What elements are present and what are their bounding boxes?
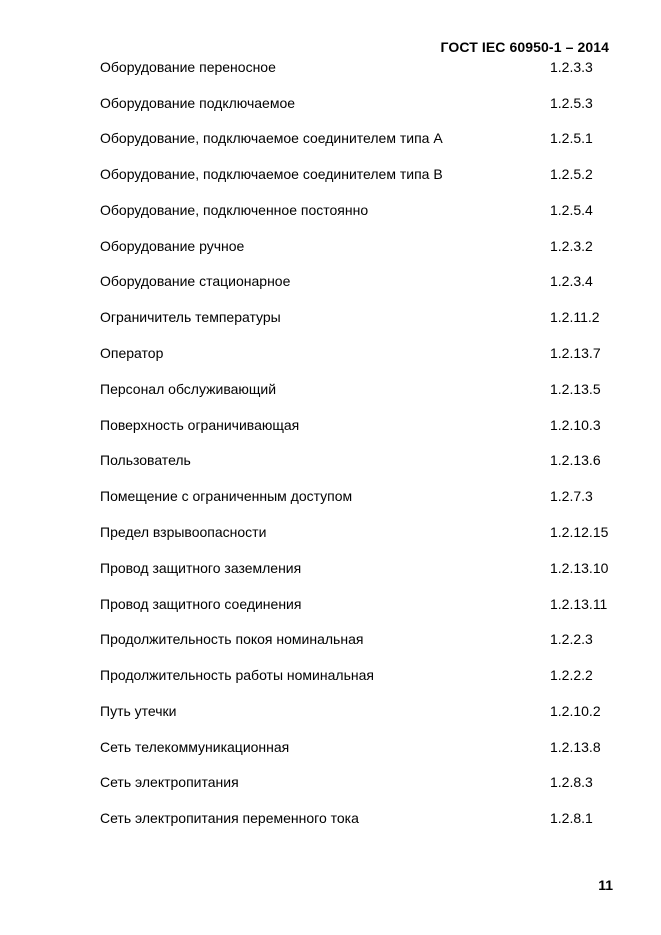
index-entry [0, 594, 661, 614]
index-entry [0, 629, 661, 649]
entry-term: Пользователь [100, 452, 191, 468]
entry-term: Персонал обслуживающий [100, 381, 277, 397]
index-entry [0, 558, 661, 578]
entry-reference: 1.2.13.5 [550, 381, 601, 397]
entry-term: Помещение с ограниченным доступом [100, 488, 353, 504]
entry-term: Сеть электропитания переменного тока [100, 810, 359, 826]
entry-term: Провод защитного соединения [100, 596, 302, 612]
index-entry [0, 415, 661, 435]
entry-term: Ограничитель температуры [100, 309, 281, 325]
index-entry [0, 93, 661, 113]
entry-term: Оборудование ручное [100, 238, 245, 254]
entry-term: Сеть телекоммуникационная [100, 739, 290, 755]
entry-reference: 1.2.2.3 [550, 631, 593, 647]
index-entry [0, 486, 661, 506]
entry-reference: 1.2.3.2 [550, 238, 593, 254]
entry-reference: 1.2.13.6 [550, 452, 601, 468]
entry-reference: 1.2.5.1 [550, 130, 593, 146]
entry-reference: 1.2.11.2 [550, 309, 600, 325]
entry-term: Путь утечки [100, 703, 177, 719]
entry-reference: 1.2.2.2 [550, 667, 593, 683]
index-entry [0, 200, 661, 220]
page-number: 11 [598, 877, 613, 893]
entry-term: Оборудование подключаемое [100, 95, 296, 111]
entry-reference: 1.2.7.3 [550, 488, 593, 504]
index-entry [0, 236, 661, 256]
entry-reference: 1.2.5.2 [550, 166, 593, 182]
entry-term: Оборудование, подключаемое соединителем типа А [100, 130, 443, 146]
index-entry [0, 343, 661, 363]
index-entry [0, 271, 661, 291]
entry-term: Оборудование стационарное [100, 273, 291, 289]
entry-term: Продолжительность покоя номинальная [100, 631, 364, 647]
entry-reference: 1.2.13.11 [550, 596, 608, 612]
entry-term: Провод защитного заземления [100, 560, 302, 576]
index-entry [0, 164, 661, 184]
entry-reference: 1.2.13.10 [550, 560, 609, 576]
entry-reference: 1.2.10.2 [550, 703, 601, 719]
index-entry [0, 772, 661, 792]
entry-reference: 1.2.3.3 [550, 59, 593, 75]
index-entry [0, 128, 661, 148]
entry-term: Оператор [100, 345, 164, 361]
entry-term: Предел взрывоопасности [100, 524, 267, 540]
entry-term: Поверхность ограничивающая [100, 417, 300, 433]
entry-term: Продолжительность работы номинальная [100, 667, 374, 683]
index-entry [0, 665, 661, 685]
entry-reference: 1.2.12.15 [550, 524, 609, 540]
entry-reference: 1.2.8.1 [550, 810, 593, 826]
entry-term: Сеть электропитания [100, 774, 239, 790]
index-entry [0, 808, 661, 828]
index-entry [0, 307, 661, 327]
index-entry [0, 450, 661, 470]
document-header: ГОСТ IEC 60950-1 – 2014 [440, 39, 609, 55]
entry-term: Оборудование переносное [100, 59, 276, 75]
index-entry [0, 701, 661, 721]
entry-reference: 1.2.3.4 [550, 273, 593, 289]
entry-term: Оборудование, подключаемое соединителем типа В [100, 166, 443, 182]
index-entry [0, 379, 661, 399]
index-entry [0, 57, 661, 77]
entry-reference: 1.2.8.3 [550, 774, 593, 790]
index-entry [0, 522, 661, 542]
entry-reference: 1.2.10.3 [550, 417, 601, 433]
entry-reference: 1.2.13.7 [550, 345, 601, 361]
entry-term: Оборудование, подключенное постоянно [100, 202, 369, 218]
entry-reference: 1.2.5.3 [550, 95, 593, 111]
entry-reference: 1.2.13.8 [550, 739, 601, 755]
entry-reference: 1.2.5.4 [550, 202, 593, 218]
index-entry [0, 737, 661, 757]
